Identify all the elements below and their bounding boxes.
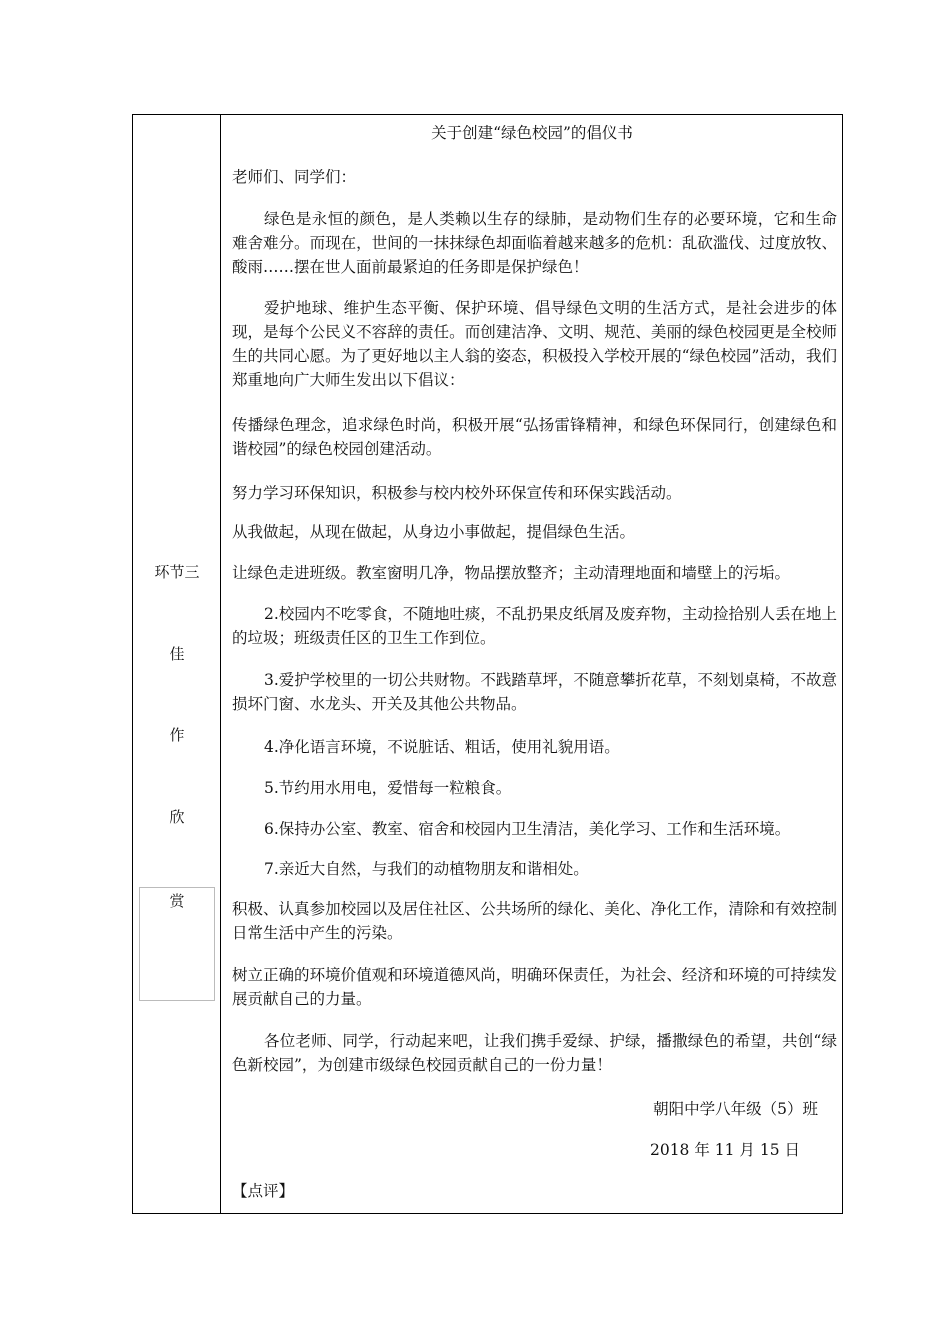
section-char-3: 欣 (169, 808, 185, 826)
section-box (139, 887, 215, 1001)
section-column (133, 115, 221, 1213)
paragraph-3: 传播绿色理念，追求绿色时尚，积极开展“弘扬雷锋精神，和绿色环保同行，创建绿色和谐校园”的绿色校园创建活动。 (232, 416, 837, 458)
paragraph-5: 从我做起，从现在做起，从身边小事做起，提倡绿色生活。 (232, 523, 636, 541)
paragraph-12: 7.亲近大自然，与我们的动植物朋友和谐相处。 (264, 860, 589, 878)
section-char-1: 佳 (169, 645, 185, 663)
paragraph-14: 树立正确的环境价值观和环境道德风尚，明确环保责任，为社会、经济和环境的可持续发展贡献自己的力量。 (232, 966, 837, 1008)
paragraph-9: 4.净化语言环境，不说脏话、粗话，使用礼貌用语。 (264, 738, 620, 756)
paragraph-4: 努力学习环保知识，积极参与校内校外环保宣传和环保实践活动。 (232, 484, 682, 502)
content-column (222, 115, 842, 1213)
paragraph-6: 让绿色走进班级。教室窗明几净，物品摆放整齐；主动清理地面和墙壁上的污垢。 (232, 564, 791, 582)
paragraph-2: 爱护地球、维护生态平衡、保护环境、倡导绿色文明的生活方式，是社会进步的体现，是每个公民义不容辞的责任。而创建洁净、文明、规范、美丽的绿色校园更是全校师生的共同心愿。为了更好地以主人翁的姿态，积极投入学校开展的“绿色校园”活动，我们郑重地向广大师生发出以下倡议： (232, 299, 837, 389)
paragraph-1: 绿色是永恒的颜色，是人类赖以生存的绿肺，是动物们生存的必要环境，它和生命难舍难分。而现在，世间的一抹抹绿色却面临着越来越多的危机：乱砍滥伐、过度放牧、酸雨……摆在世人面前最紧迫的任务即是保护绿色！ (232, 210, 837, 276)
paragraph-10: 5.节约用水用电，爱惜每一粒粮食。 (264, 779, 512, 797)
date: 2018 年 11 月 15 日 (649, 1141, 800, 1159)
document-table (132, 114, 843, 1214)
comment-label: 【点评】 (232, 1182, 295, 1200)
section-char-2: 作 (169, 726, 185, 744)
paragraph-15: 各位老师、同学，行动起来吧，让我们携手爱绿、护绿，播撒绿色的希望，共创“绿色新校园”，为创建市级绿色校园贡献自己的一份力量！ (232, 1032, 837, 1074)
paragraph-8: 3.爱护学校里的一切公共财物。不践踏草坪，不随意攀折花草，不刻划桌椅，不故意损坏门窗、水龙头、开关及其他公共物品。 (232, 671, 837, 713)
section-label: 环节三 (154, 563, 200, 581)
signature: 朝阳中学八年级（5）班 (653, 1100, 818, 1118)
section-char-4: 赏 (169, 892, 185, 910)
paragraph-11: 6.保持办公室、教室、宿舍和校园内卫生清洁，美化学习、工作和生活环境。 (264, 820, 791, 838)
paragraph-13: 积极、认真参加校园以及居住社区、公共场所的绿化、美化、净化工作，清除和有效控制日常生活中产生的污染。 (232, 900, 837, 942)
greeting: 老师们、同学们： (232, 168, 357, 186)
document-title: 关于创建“绿色校园”的倡仪书 (431, 124, 633, 142)
paragraph-7: 2.校园内不吃零食，不随地吐痰，不乱扔果皮纸屑及废弃物，主动捡拾别人丢在地上的垃圾；班级责任区的卫生工作到位。 (232, 605, 837, 647)
